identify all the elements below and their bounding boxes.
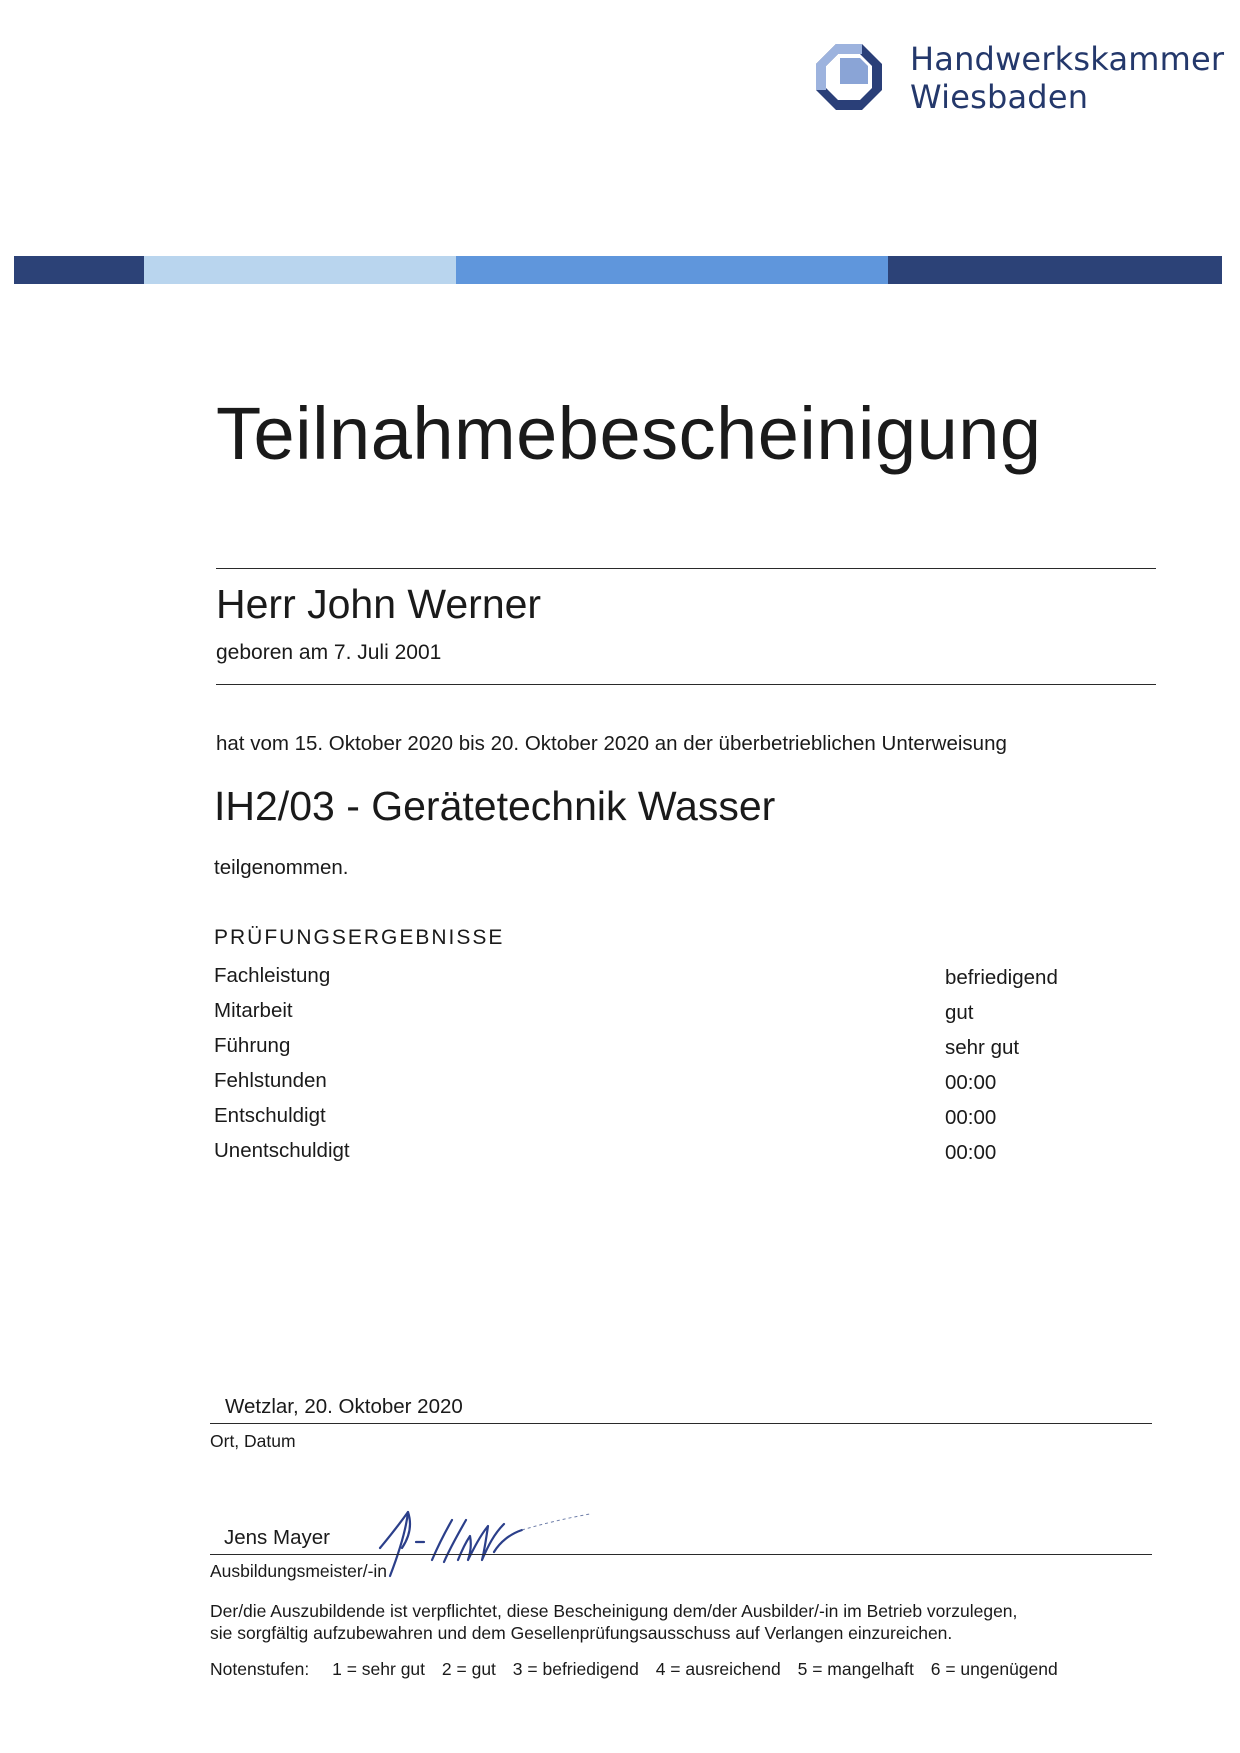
result-row — [214, 963, 1114, 998]
result-label: Fachleistung — [214, 964, 331, 987]
page-title: Teilnahmebescheinigung — [216, 392, 1042, 475]
result-value: 00:00 — [945, 1071, 997, 1094]
place-date-label: Ort, Datum — [210, 1431, 296, 1451]
divider-bottom — [216, 684, 1156, 685]
org-name-line1: Handwerkskammer — [910, 40, 1225, 78]
result-label: Führung — [214, 1034, 291, 1057]
hwk-logo-icon — [816, 44, 882, 110]
result-row — [214, 1033, 1114, 1068]
note-line-2: sie sorgfältig aufzubewahren und dem Gesellenprüfungsausschuss auf Verlangen einzureichen. — [210, 1623, 953, 1643]
grade-item: 2 = gut — [441, 1659, 496, 1679]
signature-line — [210, 1554, 1152, 1555]
obligation-note — [210, 1600, 1017, 1644]
result-value: befriedigend — [945, 966, 1058, 989]
result-value: gut — [945, 1001, 974, 1024]
org-name — [910, 40, 1224, 116]
band-segment-dark-left — [14, 256, 144, 284]
results-heading: PRÜFUNGSERGEBNISSE — [214, 926, 505, 949]
band-segment-mid — [456, 256, 888, 284]
person-name: Herr John Werner — [216, 581, 542, 627]
place-date-value: Wetzlar, 20. Oktober 2020 — [225, 1395, 463, 1418]
place-date-line — [210, 1423, 1152, 1424]
result-value: sehr gut — [945, 1036, 1020, 1059]
grade-item: 3 = befriedigend — [512, 1659, 639, 1679]
training-period: hat vom 15. Oktober 2020 bis 20. Oktober 2020 an der überbetrieblichen Unterweisung — [216, 732, 1007, 755]
grade-item: 5 = mangelhaft — [797, 1659, 914, 1679]
grade-item: 1 = sehr gut — [332, 1659, 426, 1679]
result-label: Fehlstunden — [214, 1069, 327, 1092]
result-label: Unentschuldigt — [214, 1139, 350, 1162]
result-row — [214, 1138, 1114, 1173]
result-value: 00:00 — [945, 1141, 997, 1164]
grade-item: 6 = ungenügend — [930, 1659, 1058, 1679]
divider-top — [216, 568, 1156, 569]
result-value: 00:00 — [945, 1106, 997, 1129]
result-row — [214, 1103, 1114, 1138]
grade-item: 4 = ausreichend — [655, 1659, 781, 1679]
grade-scale-label: Notenstufen: — [210, 1659, 310, 1679]
band-segment-dark-right — [888, 256, 1222, 284]
results-table — [214, 963, 1114, 1173]
signature-image — [372, 1490, 632, 1580]
note-line-1: Der/die Auszubildende ist verpflichtet, diese Bescheinigung dem/der Ausbilder/-in im Betrieb vorzulegen, — [210, 1601, 1018, 1621]
result-label: Mitarbeit — [214, 999, 293, 1022]
course-title: IH2/03 - Gerätetechnik Wasser — [214, 783, 776, 829]
signer-name: Jens Mayer — [224, 1526, 330, 1549]
birth-date: geboren am 7. Juli 2001 — [216, 641, 442, 664]
result-row — [214, 998, 1114, 1033]
band-segment-light — [144, 256, 456, 284]
result-label: Entschuldigt — [214, 1104, 326, 1127]
participation-text: teilgenommen. — [214, 856, 349, 879]
signer-role: Ausbildungsmeister/-in — [210, 1561, 388, 1581]
org-name-line2: Wiesbaden — [910, 78, 1089, 116]
grade-scale — [210, 1658, 1070, 1680]
result-row — [214, 1068, 1114, 1103]
